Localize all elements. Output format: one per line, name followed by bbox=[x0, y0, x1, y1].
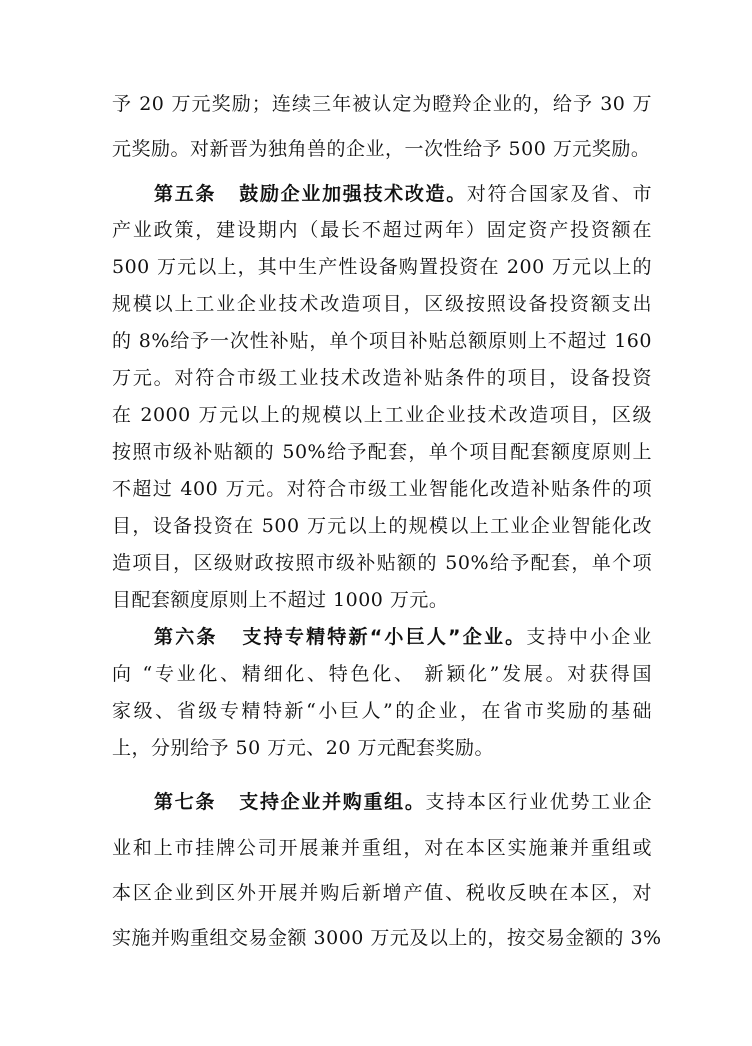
article-5-line: 在 2000 万元以上的规模以上工业企业技术改造项目，区级 bbox=[112, 404, 652, 426]
article-6-first-line bbox=[154, 625, 652, 649]
article-6-line: 向 “专业化、精细化、特色化、 新颖化”发展。对获得国 bbox=[112, 663, 652, 685]
article-5-line: 按照市级补贴额的 50%给予配套，单个项目配套额度原则上 bbox=[112, 441, 652, 463]
article-7-line: 实施并购重组交易金额 3000 万元及以上的，按交易金额的 3% bbox=[112, 927, 662, 949]
article-6-title: 支持专精特新“小巨人”企业。 bbox=[242, 626, 527, 648]
article-6-heading: 第六条 bbox=[154, 626, 218, 648]
article-5-title: 鼓励企业加强技术改造。 bbox=[239, 183, 467, 205]
article-5-line: 500 万元以上，其中生产性设备购置投资在 200 万元以上的 bbox=[112, 256, 652, 278]
article-7-line: 本区企业到区外开展并购后新增产值、税收反映在本区，对 bbox=[112, 882, 652, 904]
article-6-line: 上，分别给予 50 万元、20 万元配套奖励。 bbox=[112, 737, 494, 759]
article-6-first-line-text: 支持中小企业 bbox=[526, 626, 652, 648]
article-7-first-line bbox=[154, 790, 652, 814]
article-5-line: 规模以上工业企业技术改造项目，区级按照设备投资额支出 bbox=[112, 293, 652, 315]
article-5-line: 目，设备投资在 500 万元以上的规模以上工业企业智能化改 bbox=[112, 515, 652, 537]
article-5-line: 不超过 400 万元。对符合市级工业智能化改造补贴条件的项 bbox=[112, 478, 652, 500]
article-7-heading: 第七条 bbox=[154, 791, 217, 813]
article-5-line: 目配套额度原则上不超过 1000 万元。 bbox=[112, 589, 449, 611]
article-6-line: 家级、省级专精特新“小巨人”的企业，在省市奖励的基础 bbox=[112, 700, 652, 722]
article-7-line: 业和上市挂牌公司开展兼并重组，对在本区实施兼并重组或 bbox=[112, 837, 652, 859]
article-5-line: 产业政策，建设期内（最长不超过两年）固定资产投资额在 bbox=[112, 219, 652, 241]
article-7-title: 支持企业并购重组。 bbox=[239, 791, 426, 813]
article-5-line: 的 8%给予一次性补贴，单个项目补贴总额原则上不超过 160 bbox=[112, 330, 652, 352]
intro-line-1: 予 20 万元奖励；连续三年被认定为瞪羚企业的，给予 30 万 bbox=[112, 93, 652, 115]
intro-line-2: 元奖励。对新晋为独角兽的企业，一次性给予 500 万元奖励。 bbox=[112, 138, 651, 160]
article-5-line: 造项目，区级财政按照市级补贴额的 50%给予配套，单个项 bbox=[112, 552, 652, 574]
article-5-line: 万元。对符合市级工业技术改造补贴条件的项目，设备投资 bbox=[112, 367, 652, 389]
article-5-first-line bbox=[154, 182, 652, 206]
article-5-heading: 第五条 bbox=[154, 183, 217, 205]
article-7-first-line-text: 支持本区行业优势工业企 bbox=[425, 791, 652, 813]
article-5-first-line-text: 对符合国家及省、市 bbox=[466, 183, 652, 205]
